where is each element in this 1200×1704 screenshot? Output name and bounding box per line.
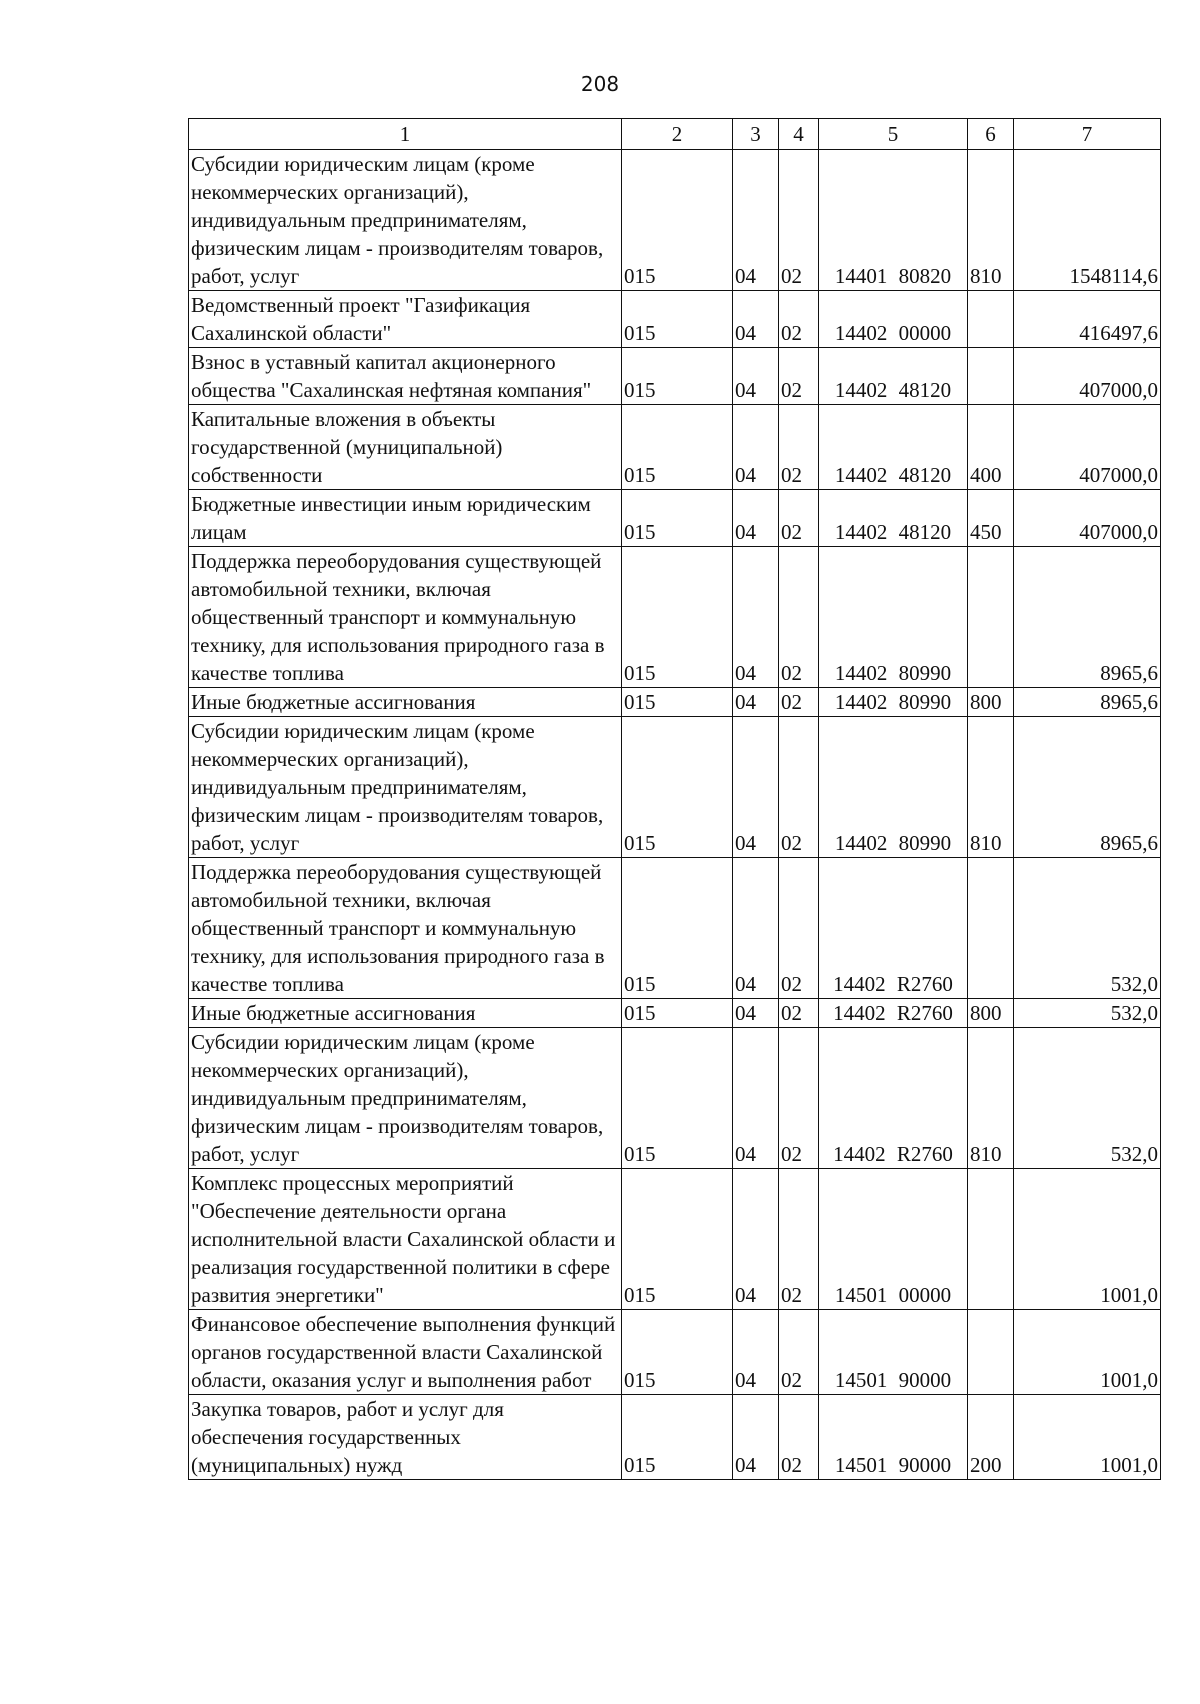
row-pr: 02 bbox=[779, 1028, 819, 1169]
row-amount: 416497,6 bbox=[1014, 291, 1161, 348]
row-vr: 810 bbox=[968, 1028, 1014, 1169]
row-amount: 8965,6 bbox=[1014, 688, 1161, 717]
row-csr: 14402 R2760 bbox=[819, 1028, 968, 1169]
row-amount: 532,0 bbox=[1014, 999, 1161, 1028]
row-rz: 04 bbox=[733, 1310, 779, 1395]
row-amount: 407000,0 bbox=[1014, 490, 1161, 547]
row-amount: 407000,0 bbox=[1014, 405, 1161, 490]
row-name: Субсидии юридическим лицам (кроме некоммерческих организаций), индивидуальным предпринимателям, физическим лицам - производителям товаров, работ, услуг bbox=[189, 150, 622, 291]
row-pr: 02 bbox=[779, 348, 819, 405]
row-vr: 200 bbox=[968, 1395, 1014, 1480]
row-name: Взнос в уставный капитал акционерного общества "Сахалинская нефтяная компания" bbox=[189, 348, 622, 405]
header-col-4: 4 bbox=[779, 119, 819, 150]
row-rz: 04 bbox=[733, 1395, 779, 1480]
header-row bbox=[189, 119, 1161, 150]
row-pr: 02 bbox=[779, 688, 819, 717]
table-row bbox=[189, 858, 1161, 999]
table-row bbox=[189, 405, 1161, 490]
row-csr: 14401 80820 bbox=[819, 150, 968, 291]
row-grbs: 015 bbox=[622, 1169, 733, 1310]
row-pr: 02 bbox=[779, 405, 819, 490]
row-amount: 8965,6 bbox=[1014, 717, 1161, 858]
row-grbs: 015 bbox=[622, 999, 733, 1028]
row-vr bbox=[968, 1169, 1014, 1310]
row-name: Комплекс процессных мероприятий "Обеспечение деятельности органа исполнительной власти Сахалинской области и реализация государственной политики в сфере развития энергетики" bbox=[189, 1169, 622, 1310]
row-pr: 02 bbox=[779, 858, 819, 999]
row-pr: 02 bbox=[779, 291, 819, 348]
row-name: Субсидии юридическим лицам (кроме некоммерческих организаций), индивидуальным предпринимателям, физическим лицам - производителям товаров, работ, услуг bbox=[189, 1028, 622, 1169]
row-vr: 800 bbox=[968, 999, 1014, 1028]
header-col-6: 6 bbox=[968, 119, 1014, 150]
table-row bbox=[189, 291, 1161, 348]
row-rz: 04 bbox=[733, 405, 779, 490]
row-vr: 810 bbox=[968, 717, 1014, 858]
row-vr: 810 bbox=[968, 150, 1014, 291]
row-csr: 14402 R2760 bbox=[819, 999, 968, 1028]
row-csr: 14402 00000 bbox=[819, 291, 968, 348]
row-grbs: 015 bbox=[622, 405, 733, 490]
row-rz: 04 bbox=[733, 1028, 779, 1169]
row-vr bbox=[968, 547, 1014, 688]
table-row bbox=[189, 547, 1161, 688]
row-name: Ведомственный проект "Газификация Сахалинской области" bbox=[189, 291, 622, 348]
table-row bbox=[189, 348, 1161, 405]
row-grbs: 015 bbox=[622, 547, 733, 688]
row-rz: 04 bbox=[733, 999, 779, 1028]
row-vr bbox=[968, 348, 1014, 405]
row-pr: 02 bbox=[779, 999, 819, 1028]
row-pr: 02 bbox=[779, 717, 819, 858]
row-vr: 400 bbox=[968, 405, 1014, 490]
row-pr: 02 bbox=[779, 150, 819, 291]
row-csr: 14402 48120 bbox=[819, 490, 968, 547]
row-vr bbox=[968, 291, 1014, 348]
row-grbs: 015 bbox=[622, 1395, 733, 1480]
row-csr: 14402 48120 bbox=[819, 405, 968, 490]
row-pr: 02 bbox=[779, 1395, 819, 1480]
row-pr: 02 bbox=[779, 547, 819, 688]
row-name: Иные бюджетные ассигнования bbox=[189, 999, 622, 1028]
header-col-5: 5 bbox=[819, 119, 968, 150]
row-vr: 450 bbox=[968, 490, 1014, 547]
row-pr: 02 bbox=[779, 1169, 819, 1310]
row-csr: 14402 80990 bbox=[819, 717, 968, 858]
table-row bbox=[189, 490, 1161, 547]
row-csr: 14402 48120 bbox=[819, 348, 968, 405]
row-csr: 14501 90000 bbox=[819, 1395, 968, 1480]
row-grbs: 015 bbox=[622, 858, 733, 999]
row-amount: 407000,0 bbox=[1014, 348, 1161, 405]
row-amount: 1001,0 bbox=[1014, 1169, 1161, 1310]
row-name: Иные бюджетные ассигнования bbox=[189, 688, 622, 717]
row-rz: 04 bbox=[733, 1169, 779, 1310]
row-name: Капитальные вложения в объекты государственной (муниципальной) собственности bbox=[189, 405, 622, 490]
header-col-1: 1 bbox=[189, 119, 622, 150]
row-grbs: 015 bbox=[622, 490, 733, 547]
row-grbs: 015 bbox=[622, 717, 733, 858]
row-rz: 04 bbox=[733, 490, 779, 547]
row-amount: 1001,0 bbox=[1014, 1310, 1161, 1395]
row-rz: 04 bbox=[733, 150, 779, 291]
row-name: Поддержка переоборудования существующей автомобильной техники, включая общественный транспорт и коммунальную технику, для использования природного газа в качестве топлива bbox=[189, 547, 622, 688]
row-amount: 532,0 bbox=[1014, 858, 1161, 999]
row-vr bbox=[968, 1310, 1014, 1395]
row-name: Субсидии юридическим лицам (кроме некоммерческих организаций), индивидуальным предпринимателям, физическим лицам - производителям товаров, работ, услуг bbox=[189, 717, 622, 858]
row-grbs: 015 bbox=[622, 291, 733, 348]
table-row bbox=[189, 999, 1161, 1028]
row-csr: 14501 90000 bbox=[819, 1310, 968, 1395]
row-name: Финансовое обеспечение выполнения функций органов государственной власти Сахалинской области, оказания услуг и выполнения работ bbox=[189, 1310, 622, 1395]
table-row bbox=[189, 1395, 1161, 1480]
row-csr: 14402 R2760 bbox=[819, 858, 968, 999]
row-grbs: 015 bbox=[622, 150, 733, 291]
row-name: Бюджетные инвестиции иным юридическим лицам bbox=[189, 490, 622, 547]
row-amount: 532,0 bbox=[1014, 1028, 1161, 1169]
row-amount: 8965,6 bbox=[1014, 547, 1161, 688]
table-row bbox=[189, 1310, 1161, 1395]
budget-table bbox=[188, 118, 1161, 1480]
row-csr: 14501 00000 bbox=[819, 1169, 968, 1310]
row-grbs: 015 bbox=[622, 1028, 733, 1169]
row-pr: 02 bbox=[779, 1310, 819, 1395]
table-row bbox=[189, 1169, 1161, 1310]
row-rz: 04 bbox=[733, 547, 779, 688]
table-row bbox=[189, 150, 1161, 291]
row-grbs: 015 bbox=[622, 1310, 733, 1395]
row-rz: 04 bbox=[733, 858, 779, 999]
row-vr bbox=[968, 858, 1014, 999]
row-grbs: 015 bbox=[622, 688, 733, 717]
table-row bbox=[189, 1028, 1161, 1169]
row-rz: 04 bbox=[733, 688, 779, 717]
table-row bbox=[189, 688, 1161, 717]
row-pr: 02 bbox=[779, 490, 819, 547]
row-amount: 1001,0 bbox=[1014, 1395, 1161, 1480]
header-col-7: 7 bbox=[1014, 119, 1161, 150]
row-csr: 14402 80990 bbox=[819, 688, 968, 717]
row-name: Поддержка переоборудования существующей автомобильной техники, включая общественный транспорт и коммунальную технику, для использования природного газа в качестве топлива bbox=[189, 858, 622, 999]
row-csr: 14402 80990 bbox=[819, 547, 968, 688]
page-number: 208 bbox=[580, 72, 620, 96]
header-col-3: 3 bbox=[733, 119, 779, 150]
row-rz: 04 bbox=[733, 717, 779, 858]
table-row bbox=[189, 717, 1161, 858]
row-rz: 04 bbox=[733, 291, 779, 348]
row-vr: 800 bbox=[968, 688, 1014, 717]
row-name: Закупка товаров, работ и услуг для обеспечения государственных (муниципальных) нужд bbox=[189, 1395, 622, 1480]
row-amount: 1548114,6 bbox=[1014, 150, 1161, 291]
row-rz: 04 bbox=[733, 348, 779, 405]
row-grbs: 015 bbox=[622, 348, 733, 405]
header-col-2: 2 bbox=[622, 119, 733, 150]
